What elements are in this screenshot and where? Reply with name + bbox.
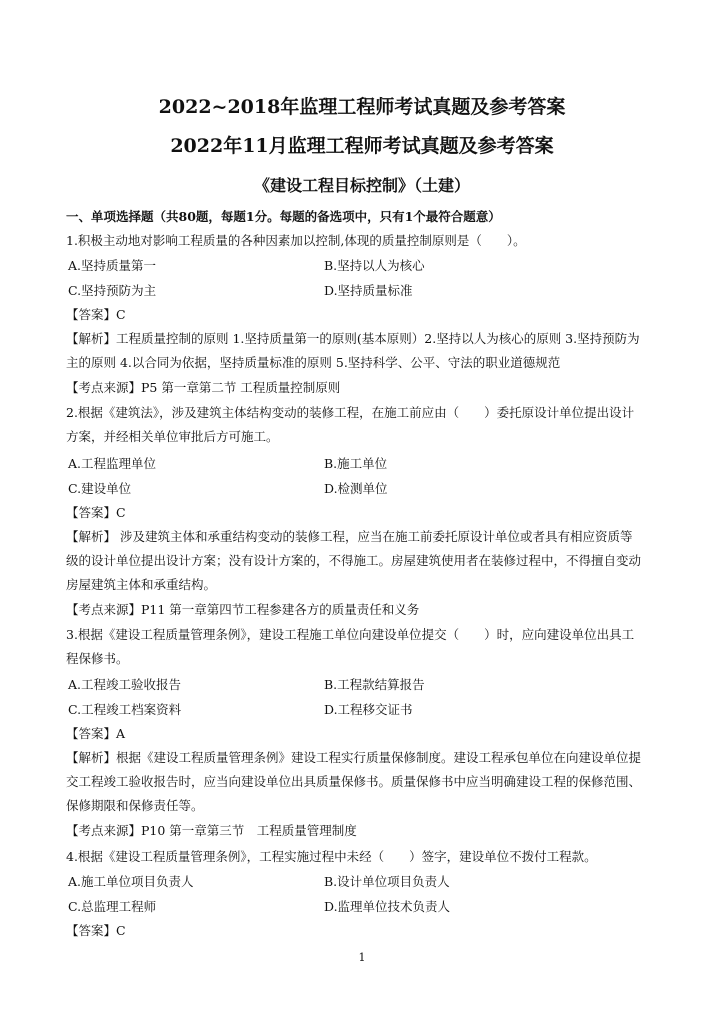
question-2-analysis-line: 级的设计单位提出设计方案；没有设计方案的，不得施工。房屋建筑使用者在装修过程中，不得擅自变动: [66, 553, 642, 568]
question-1-source: 【考点来源】P5 第一章第二节 工程质量控制原则: [66, 380, 341, 395]
question-2-analysis-line: 房屋建筑主体和承重结构。: [66, 577, 217, 592]
question-2-answer: 【答案】C: [66, 505, 126, 520]
question-4-option-c: C.总监理工程师: [68, 899, 157, 914]
question-3-option-b: B.工程款结算报告: [324, 677, 425, 692]
question-1-stem: 1.积极主动地对影响工程质量的各种因素加以控制,体现的质量控制原则是（ ）。: [66, 233, 526, 248]
question-4-answer: 【答案】C: [66, 923, 126, 938]
question-3-analysis-line: 交工程竣工验收报告时，应当向建设单位出具质量保修书。质量保修书中应当明确建设工程的保修范围、: [66, 774, 642, 789]
question-1-analysis-line: 主的原则 4.以合同为依据，坚持质量标准的原则 5.坚持科学、公平、守法的职业道德规范: [66, 355, 561, 370]
question-3-option-d: D.工程移交证书: [324, 702, 413, 717]
question-3-option-a: A.工程竣工验收报告: [68, 677, 182, 692]
question-3-stem: 3.根据《建设工程质量管理条例》，建设工程施工单位向建设单位提交（ ）时，应向建设单位出具工: [66, 627, 635, 642]
question-4-option-b: B.设计单位项目负责人: [324, 874, 450, 889]
question-2-stem: 方案，并经相关单位审批后方可施工。: [66, 429, 279, 444]
question-2-source: 【考点来源】P11 第一章第四节工程参建各方的质量责任和义务: [66, 602, 420, 617]
document-title: 2022~2018年监理工程师考试真题及参考答案: [158, 96, 566, 118]
subject-title: 《建设工程目标控制》（土建）: [253, 176, 470, 195]
question-4-stem: 4.根据《建设工程质量管理条例》，工程实施过程中未经（ ）签字，建设单位不拨付工程款。: [66, 849, 597, 864]
question-3-answer: 【答案】A: [66, 726, 126, 741]
question-1-analysis-line: 【解析】工程质量控制的原则 1.坚持质量第一的原则(基本原则）2.坚持以人为核心的原则 3.坚持预防为: [66, 331, 640, 346]
question-1-option-c: C.坚持预防为主: [68, 283, 157, 298]
question-1-option-a: A.坚持质量第一: [68, 258, 157, 273]
question-2-stem: 2.根据《建筑法》，涉及建筑主体结构变动的装修工程，在施工前应由（ ）委托原设计单位提出设计: [66, 405, 635, 420]
question-4-option-d: D.监理单位技术负责人: [324, 899, 451, 914]
page-number: 1: [358, 951, 366, 964]
question-3-option-c: C.工程竣工档案资料: [68, 702, 182, 717]
question-1-answer: 【答案】C: [66, 307, 126, 322]
question-2-option-c: C.建设单位: [68, 481, 132, 496]
question-3-stem: 程保修书。: [66, 651, 129, 666]
document-title-secondary: 2022年11月监理工程师考试真题及参考答案: [170, 135, 554, 157]
question-1-option-b: B.坚持以人为核心: [324, 258, 425, 273]
question-4-option-a: A.施工单位项目负责人: [68, 874, 194, 889]
question-2-option-a: A.工程监理单位: [68, 456, 157, 471]
section-heading: 一、单项选择题（共80题，每题1分。每题的备选项中，只有1个最符合题意）: [66, 209, 501, 224]
question-2-option-b: B.施工单位: [324, 456, 388, 471]
question-3-analysis-line: 【解析】根据《建设工程质量管理条例》建设工程实行质量保修制度。建设工程承包单位在向建设单位提: [66, 750, 642, 765]
question-3-analysis-line: 保修期限和保修责任等。: [66, 798, 204, 813]
question-1-option-d: D.坚持质量标准: [324, 283, 413, 298]
question-2-analysis-line: 【解析】 涉及建筑主体和承重结构变动的装修工程，应当在施工前委托原设计单位或者具有相应资质等: [66, 529, 633, 544]
question-2-option-d: D.检测单位: [324, 481, 388, 496]
question-3-source: 【考点来源】P10 第一章第三节 工程质量管理制度: [66, 823, 357, 838]
